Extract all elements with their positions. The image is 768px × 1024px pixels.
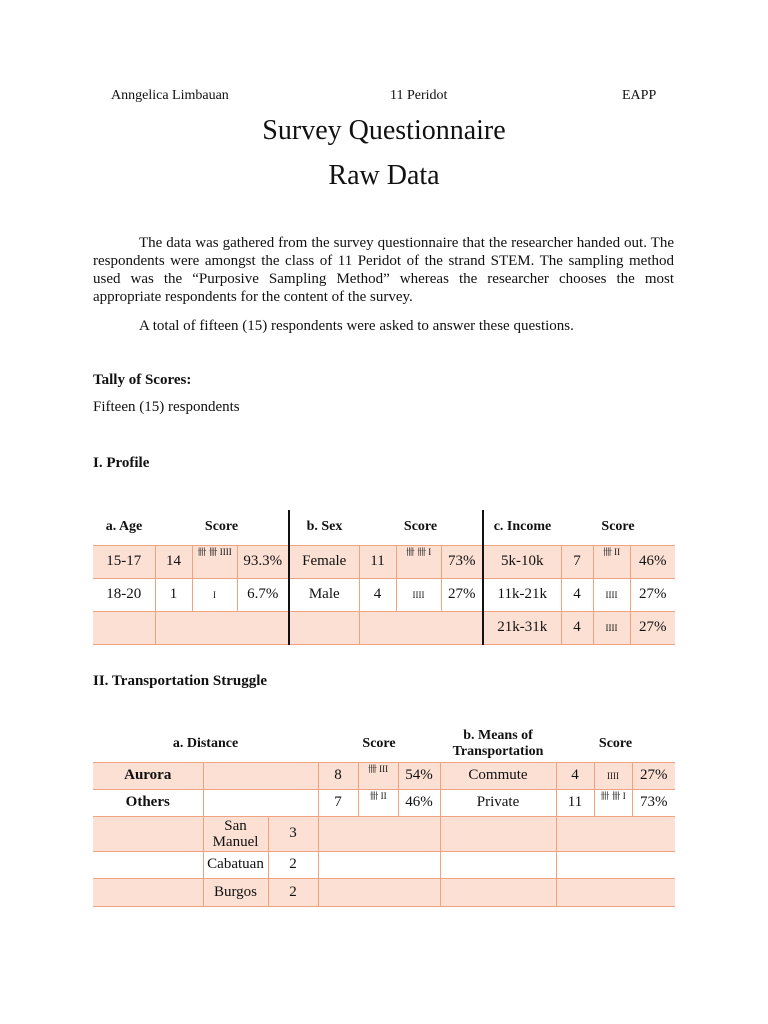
table-row (93, 789, 675, 816)
header-score-sex: Score (359, 510, 483, 545)
header-age: a. Age (105, 519, 143, 535)
means-count: 4 (556, 762, 594, 789)
sub-count: 2 (268, 851, 318, 878)
distance-tally: 卌 III (358, 762, 398, 789)
sub-empty (318, 851, 440, 878)
transport-table (93, 727, 675, 907)
sub-count: 3 (268, 816, 318, 851)
sub-empty (318, 816, 440, 851)
header-distance: a. Distance (172, 736, 239, 752)
class-section: 11 Peridot (390, 88, 448, 103)
sex-percent: 73% (441, 545, 483, 578)
header-sex: b. Sex (306, 519, 343, 535)
table-row (93, 545, 675, 578)
sex-label (289, 611, 359, 644)
table-row (93, 762, 675, 789)
sex-empty (359, 611, 483, 644)
means-label: Private (440, 789, 556, 816)
section-transport-heading: II. Transportation Struggle (93, 673, 268, 689)
age-range: 18-20 (93, 578, 155, 611)
income-percent: 46% (639, 553, 667, 569)
age-empty (155, 611, 289, 644)
sub-empty (93, 878, 203, 906)
distance-label: Aurora (93, 762, 203, 789)
page-title: Survey Questionnaire (262, 115, 506, 146)
income-count: 4 (561, 578, 593, 611)
author-name: Anngelica Limbauan (111, 88, 229, 103)
income-range: 5k-10k (483, 545, 561, 578)
sub-empty (440, 816, 556, 851)
sub-empty (556, 851, 675, 878)
income-tally: IIII (593, 578, 630, 611)
sex-tally: 卌 卌 I (396, 545, 441, 578)
sex-count: 4 (359, 578, 396, 611)
age-percent: 93.3% (237, 545, 289, 578)
sub-empty (440, 851, 556, 878)
subject-label: EAPP (622, 88, 657, 103)
respondents-paragraph: A total of fifteen (15) respondents were asked to answer these questions. (139, 318, 574, 334)
sub-place: Cabatuan (203, 851, 268, 878)
distance-percent: 46% (398, 789, 440, 816)
means-count: 11 (556, 789, 594, 816)
age-range (93, 611, 155, 644)
distance-label: Others (93, 789, 203, 816)
means-tally: 卌 卌 I (594, 789, 632, 816)
profile-table (93, 510, 675, 645)
age-tally: 卌 卌 IIII (192, 545, 237, 578)
distance-tally: 卌 II (358, 789, 398, 816)
sub-empty (556, 816, 675, 851)
age-count: 1 (155, 578, 192, 611)
income-percent: 27% (639, 586, 667, 602)
sub-place: San Manuel (203, 816, 268, 851)
table-row (93, 816, 675, 851)
income-range: 21k-31k (483, 611, 561, 644)
header-score-means: Score (598, 736, 633, 752)
sub-empty (93, 816, 203, 851)
header-score-income: Score (601, 519, 635, 535)
page-subtitle: Raw Data (328, 160, 440, 191)
distance-count: 7 (318, 789, 358, 816)
sex-tally: IIII (396, 578, 441, 611)
header-score-distance: Score (362, 736, 396, 752)
sub-empty (93, 851, 203, 878)
age-range: 15-17 (93, 545, 155, 578)
distance-empty (203, 762, 318, 789)
table-row (93, 611, 675, 644)
sub-empty (556, 878, 675, 906)
intro-paragraph: The data was gathered from the survey questionnaire that the researcher handed out. The respondents were amongst the class of 11 Peridot of the strand STEM. The sampling method used was the “Purposive Sampling Method” whereas the researcher chooses the most appropriate respondents for the content of the survey. (93, 235, 674, 305)
header-score-age: Score (155, 510, 289, 545)
sex-percent: 27% (441, 578, 483, 611)
sub-empty (318, 878, 440, 906)
income-tally: IIII (593, 611, 630, 644)
section-profile-heading: I. Profile (93, 455, 150, 471)
distance-count: 8 (318, 762, 358, 789)
sex-count: 11 (359, 545, 396, 578)
age-tally: I (192, 578, 237, 611)
header-income: c. Income (493, 519, 552, 535)
age-percent: 6.7% (237, 578, 289, 611)
transport-header-row (93, 727, 675, 762)
means-percent: 27% (640, 767, 668, 783)
means-percent: 73% (640, 794, 668, 810)
distance-empty (203, 789, 318, 816)
sub-count: 2 (268, 878, 318, 906)
sex-label: Male (289, 578, 359, 611)
profile-header-row (93, 510, 675, 545)
means-label: Commute (440, 762, 556, 789)
sub-empty (440, 878, 556, 906)
income-count: 4 (561, 611, 593, 644)
sub-place: Burgos (203, 878, 268, 906)
tally-heading: Tally of Scores: (93, 372, 192, 388)
table-row (93, 851, 675, 878)
tally-subheading: Fifteen (15) respondents (93, 399, 240, 415)
income-percent: 27% (639, 619, 667, 635)
header-means: b. Means of Transportation (452, 728, 544, 760)
table-row (93, 578, 675, 611)
income-tally: 卌 II (593, 545, 630, 578)
income-count: 7 (561, 545, 593, 578)
age-count: 14 (155, 545, 192, 578)
distance-percent: 54% (398, 762, 440, 789)
means-tally: IIII (594, 762, 632, 789)
income-range: 11k-21k (483, 578, 561, 611)
sex-label: Female (289, 545, 359, 578)
table-row (93, 878, 675, 906)
